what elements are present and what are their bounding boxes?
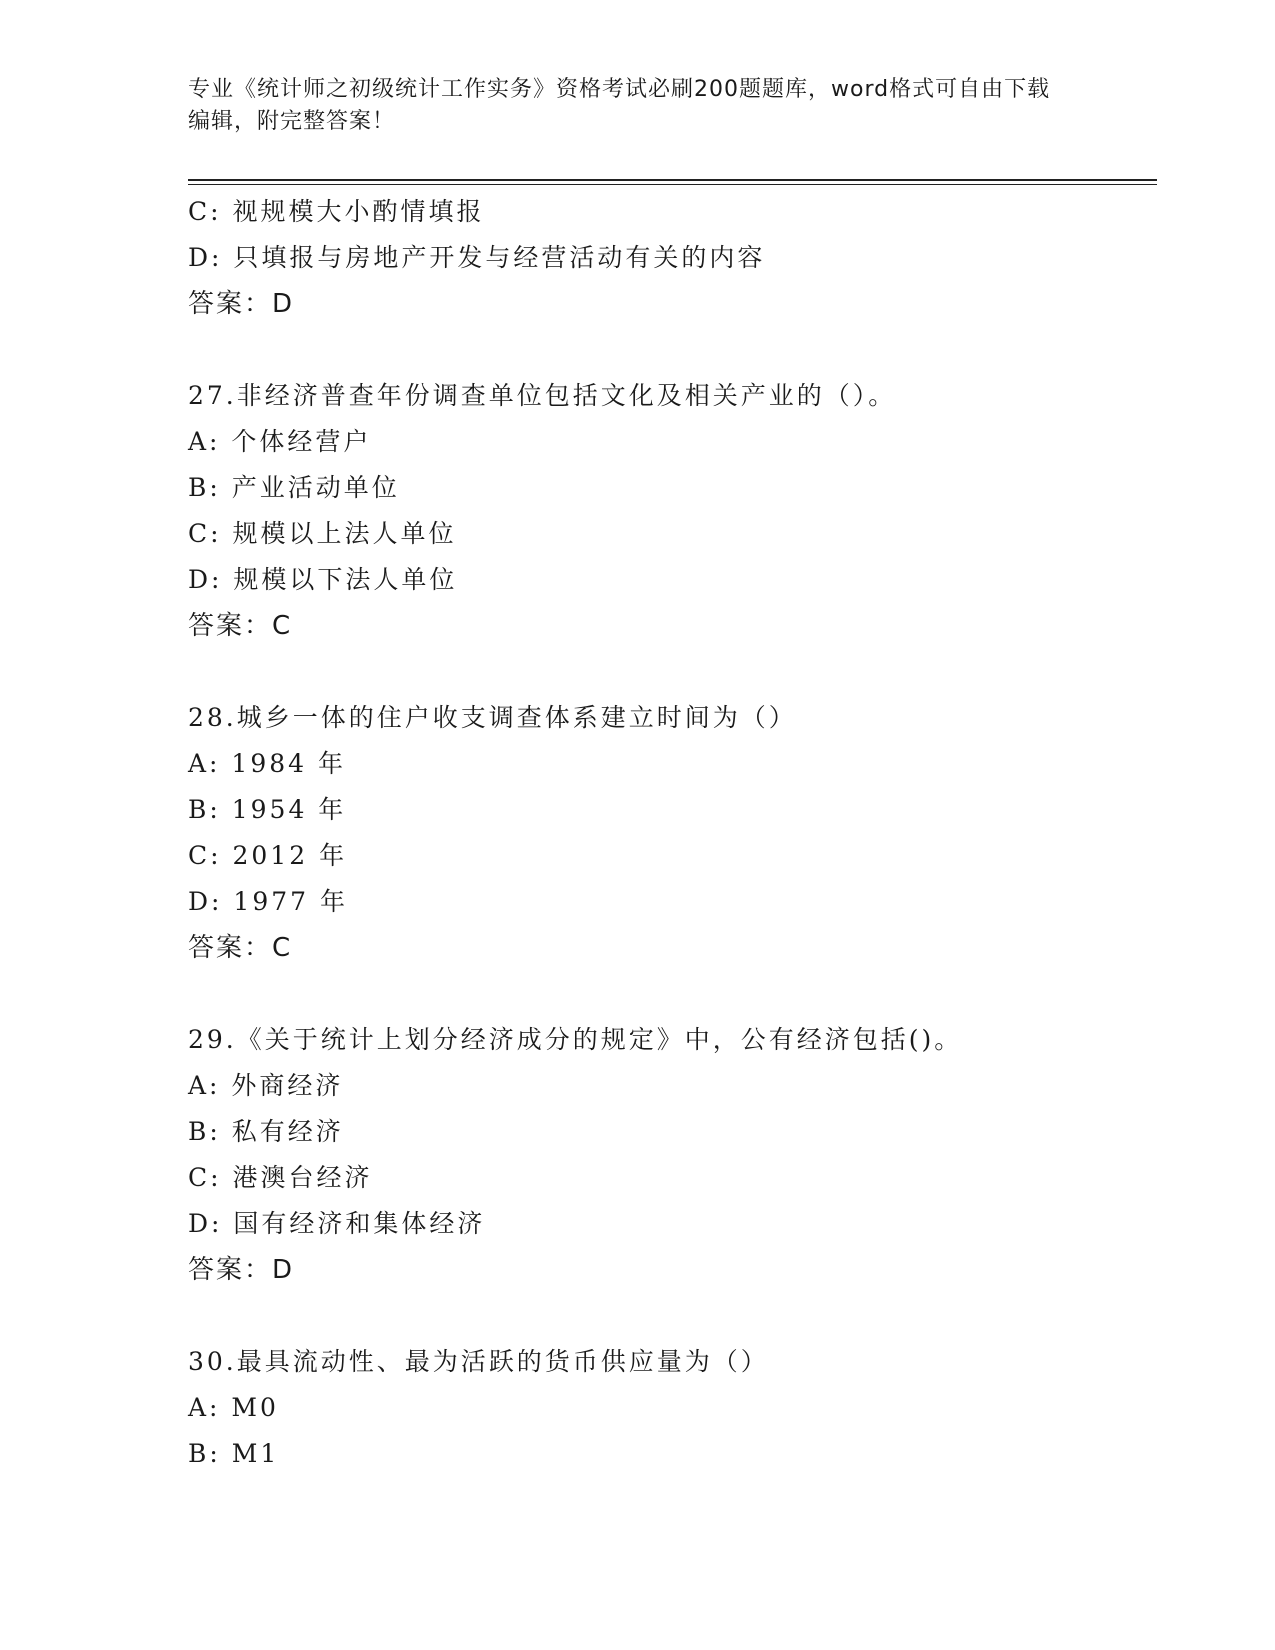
question-stem: 30.最具流动性、最为活跃的货币供应量为（） bbox=[188, 1347, 769, 1376]
option-b: B: M1 bbox=[188, 1439, 280, 1468]
question-stem: 29.《关于统计上划分经济成分的规定》中，公有经济包括()。 bbox=[188, 1025, 963, 1054]
option-d: D: 1977 年 bbox=[188, 887, 348, 916]
spacer bbox=[188, 327, 1157, 373]
option-a: A: M0 bbox=[188, 1393, 279, 1422]
answer-line: 答案：C bbox=[188, 611, 293, 641]
option-b: B: 产业活动单位 bbox=[188, 473, 400, 502]
option-b: B: 私有经济 bbox=[188, 1117, 344, 1146]
header-rule-thin bbox=[188, 184, 1157, 185]
option-c: C: 港澳台经济 bbox=[188, 1163, 373, 1192]
question-29 bbox=[188, 1017, 1157, 1293]
answer-line: 答案：C bbox=[188, 933, 293, 963]
question-30 bbox=[188, 1339, 1157, 1477]
question-stem: 27.非经济普查年份调查单位包括文化及相关产业的（）。 bbox=[188, 381, 897, 410]
answer-line: 答案：D bbox=[188, 1255, 295, 1285]
question-stem: 28.城乡一体的住户收支调查体系建立时间为（） bbox=[188, 703, 797, 732]
document-header: 专业《统计师之初级统计工作实务》资格考试必刷200题题库，word格式可自由下载编辑，附完整答案！ bbox=[188, 77, 1051, 134]
spacer bbox=[188, 1293, 1157, 1339]
option-a: A: 1984 年 bbox=[188, 749, 346, 778]
option-a: A: 外商经济 bbox=[188, 1071, 344, 1100]
option-d: D: 规模以下法人单位 bbox=[188, 565, 458, 594]
question-28 bbox=[188, 695, 1157, 971]
document-body bbox=[188, 189, 1157, 1477]
option-c: C: 2012 年 bbox=[188, 841, 348, 870]
option-a: A: 个体经营户 bbox=[188, 427, 372, 456]
spacer bbox=[188, 971, 1157, 1017]
spacer bbox=[188, 649, 1157, 695]
option-c: C: 视规模大小酌情填报 bbox=[188, 197, 485, 226]
answer-line: 答案：D bbox=[188, 289, 295, 319]
option-d: D: 国有经济和集体经济 bbox=[188, 1209, 486, 1238]
question-partial bbox=[188, 189, 1157, 327]
option-d: D: 只填报与房地产开发与经营活动有关的内容 bbox=[188, 243, 766, 272]
option-b: B: 1954 年 bbox=[188, 795, 347, 824]
option-c: C: 规模以上法人单位 bbox=[188, 519, 457, 548]
question-27 bbox=[188, 373, 1157, 649]
header-rule-thick bbox=[188, 179, 1157, 181]
